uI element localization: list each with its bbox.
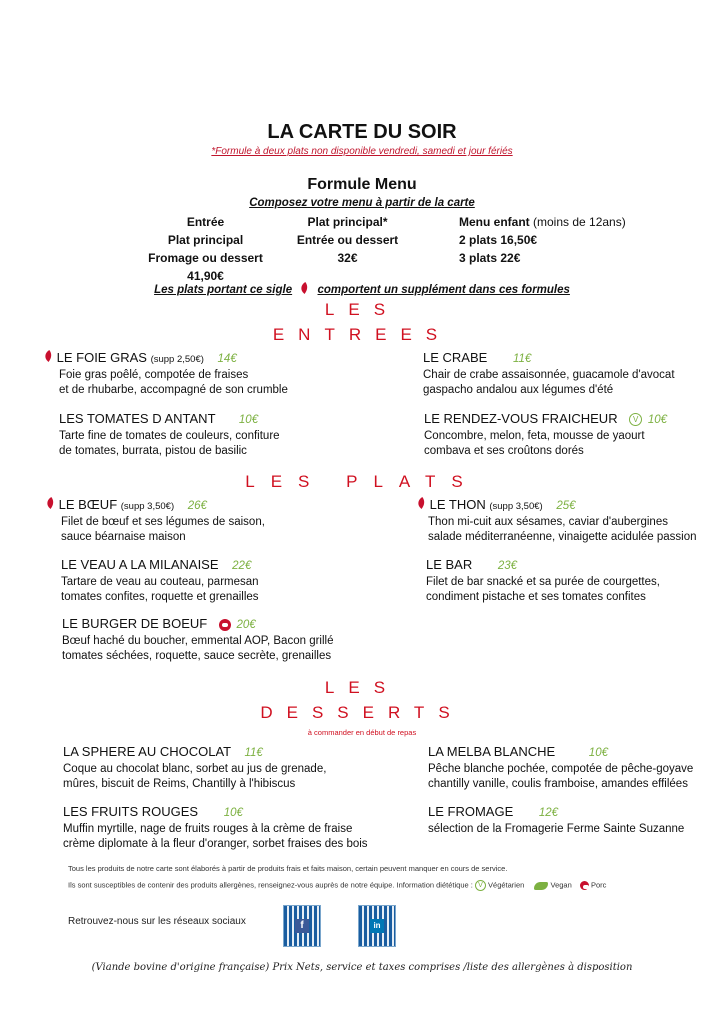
item-description: Filet de bar snacké et sa purée de courgettes, (426, 576, 660, 588)
item-name: LE BŒUF (58, 497, 118, 512)
sigle-text-before: Les plats portant ce sigle (154, 284, 293, 296)
vegan-icon (534, 882, 548, 890)
menu-item (62, 616, 333, 664)
vegetarian-icon: V (475, 880, 486, 891)
item-description: gaspacho andalou aux légumes d'été (423, 384, 614, 396)
vegetarian-label: Végétarien (488, 880, 525, 890)
item-description: chantilly vanille, coulis framboise, amandes effilées (428, 778, 688, 790)
item-price: 14€ (217, 353, 237, 365)
formule-subtitle: Composez votre menu à partir de la carte (249, 197, 475, 209)
formule-note: *Formule à deux plats non disponible vendredi, samedi et jour fériés (211, 146, 513, 157)
item-description: Filet de bœuf et ses légumes de saison, (61, 516, 265, 528)
page-title: LA CARTE DU SOIR (267, 121, 457, 143)
item-price: 25€ (556, 500, 576, 512)
formule-item: Plat principal (167, 233, 244, 247)
facebook-icon: f (295, 919, 309, 933)
section-entrees-heading-1: LES (324, 300, 400, 319)
vegetarian-icon: V (629, 413, 642, 426)
menu-item (46, 497, 265, 545)
formule-title: Formule Menu (307, 176, 417, 193)
footer-note-2-text: Ils sont susceptibles de contenir des produits allergènes, renseignez-vous auprès de notre équipe. Information diététique : (68, 880, 473, 890)
item-name: LE RENDEZ-VOUS FRAICHEUR (424, 411, 618, 426)
menu-enfant-age: (moins de 12ans) (533, 215, 626, 229)
item-name: LA SPHERE AU CHOCOLAT (63, 744, 231, 759)
menu-item (63, 804, 368, 852)
formule-col-1 (138, 213, 273, 285)
item-description: crème diplomate à la fleur d'oranger, sorbet fraises des bois (63, 838, 368, 850)
pork-icon (219, 619, 231, 631)
item-description: Coque au chocolat blanc, sorbet au jus de grenade, (63, 763, 327, 775)
formule-item: 3 plats 22€ (459, 251, 521, 265)
formule-col-2 (280, 213, 415, 267)
item-description: Tarte fine de tomates de couleurs, confiture (59, 430, 280, 442)
item-price: 23€ (497, 560, 518, 572)
formule-col-3 (459, 213, 699, 267)
supplement-leaf-icon (44, 350, 53, 362)
pork-label: Porc (590, 880, 607, 890)
menu-item (61, 557, 259, 605)
item-name: LE BURGER DE BOEUF (62, 616, 208, 631)
item-description: combava et ses croûtons dorés (424, 445, 584, 458)
sigle-line (0, 282, 724, 296)
menu-enfant-label: Menu enfant (459, 215, 530, 229)
formule-item: Entrée ou dessert (296, 233, 399, 247)
item-name: LE CRABE (423, 350, 488, 365)
menu-item (63, 744, 326, 792)
item-description: tomates séchées, roquette, sauce secrète, grenailles (62, 650, 332, 662)
item-description: Pêche blanche pochée, compotée de pêche-goyave (428, 763, 694, 775)
item-price: 11€ (244, 747, 263, 759)
item-description: Bœuf haché du boucher, emmental AOP, Bacon grillé (62, 635, 334, 647)
item-description: et de rhubarbe, accompagné de son crumble (59, 384, 288, 396)
supplement-leaf-icon (417, 497, 426, 509)
vegan-label: Vegan (550, 880, 572, 890)
item-price: 10€ (223, 807, 243, 819)
item-description: Concombre, melon, feta, mousse de yaourt (424, 430, 645, 443)
item-price: 20€ (236, 619, 256, 631)
menu-item (423, 350, 675, 398)
menu-item (44, 350, 288, 398)
item-supplement: (supp 2,50€) (150, 354, 204, 365)
item-description: Chair de crabe assaisonnée, guacamole d'avocat (423, 369, 675, 381)
item-price: 12€ (538, 807, 559, 819)
item-name: LE VEAU A LA MILANAISE (61, 557, 219, 572)
item-name: LE FROMAGE (428, 804, 514, 819)
item-price: 11€ (512, 353, 532, 365)
item-description: sélection de la Fromagerie Ferme Sainte Suzanne (428, 823, 685, 835)
section-desserts-heading-1: LES (324, 678, 400, 697)
menu-item (428, 804, 684, 837)
item-description: de tomates, burrata, pistou de basilic (59, 445, 247, 457)
section-desserts-heading-2: DESSERTS (260, 703, 464, 722)
item-name: LE BAR (426, 557, 473, 572)
menu-item (59, 411, 280, 459)
footer-bottom-note: (Viande bovine d'origine française) Prix Nets, service et taxes comprises /liste des allergènes à disposition (91, 962, 633, 973)
formule-item: Entrée (186, 215, 225, 229)
item-price: 10€ (588, 747, 608, 759)
facebook-qr-code[interactable] (283, 905, 321, 947)
social-text: Retrouvez-nous sur les réseaux sociaux (68, 916, 246, 927)
desserts-note: à commander en début de repas (307, 728, 417, 737)
formule-price: 32€ (337, 251, 358, 265)
item-supplement: (supp 3,50€) (120, 501, 175, 512)
footer-note-1: Tous les produits de notre carte sont élaborés à partir de produits frais et faits maison, certain peuvent manquer en cours de service. (68, 864, 508, 873)
menu-item (428, 744, 693, 792)
item-price: 10€ (238, 414, 259, 426)
item-supplement: (supp 3,50€) (489, 501, 543, 512)
item-description: mûres, biscuit de Reims, Chantilly à l'hibiscus (63, 778, 296, 790)
item-description: Muffin myrtille, nage de fruits rouges à la crème de fraise (63, 823, 353, 835)
item-description: salade méditerranéenne, vinaigette acidulée passion (428, 531, 697, 543)
item-description: sauce béarnaise maison (61, 531, 186, 543)
menu-item (426, 557, 660, 605)
menu-item (424, 411, 667, 459)
formule-item: Fromage ou dessert (148, 251, 263, 265)
item-name: LE THON (429, 497, 486, 512)
supplement-leaf-icon (46, 497, 55, 509)
footer-note-2 (68, 880, 606, 891)
item-name: LES TOMATES D ANTANT (59, 411, 216, 426)
linkedin-qr-code[interactable] (358, 905, 396, 947)
formule-item: Plat principal* (307, 215, 388, 229)
item-description: Tartare de veau au couteau, parmesan (61, 576, 259, 588)
menu-item (417, 497, 697, 545)
item-name: LE FOIE GRAS (56, 350, 147, 365)
item-price: 26€ (187, 500, 207, 512)
sigle-text-after: comportent un supplément dans ces formules (317, 284, 570, 296)
pork-icon (580, 881, 589, 890)
supplement-leaf-icon (300, 282, 309, 294)
formule-item: 2 plats 16,50€ (459, 233, 538, 247)
linkedin-icon: in (370, 919, 384, 933)
section-entrees-heading-2: ENTREES (272, 325, 452, 344)
item-name: LA MELBA BLANCHE (428, 744, 556, 759)
item-description: condiment pistache et ses tomates confites (426, 591, 646, 603)
item-description: Foie gras poêlé, compotée de fraises (59, 369, 249, 381)
item-price: 22€ (232, 560, 252, 572)
formule-price: 41,90€ (187, 269, 224, 283)
item-description: Thon mi-cuit aux sésames, caviar d'aubergines (428, 516, 668, 528)
item-description: tomates confites, roquette et grenailles (61, 591, 259, 603)
section-plats-heading: LES PLATS (245, 472, 479, 491)
item-name: LES FRUITS ROUGES (63, 804, 199, 819)
item-price: 10€ (647, 414, 668, 426)
